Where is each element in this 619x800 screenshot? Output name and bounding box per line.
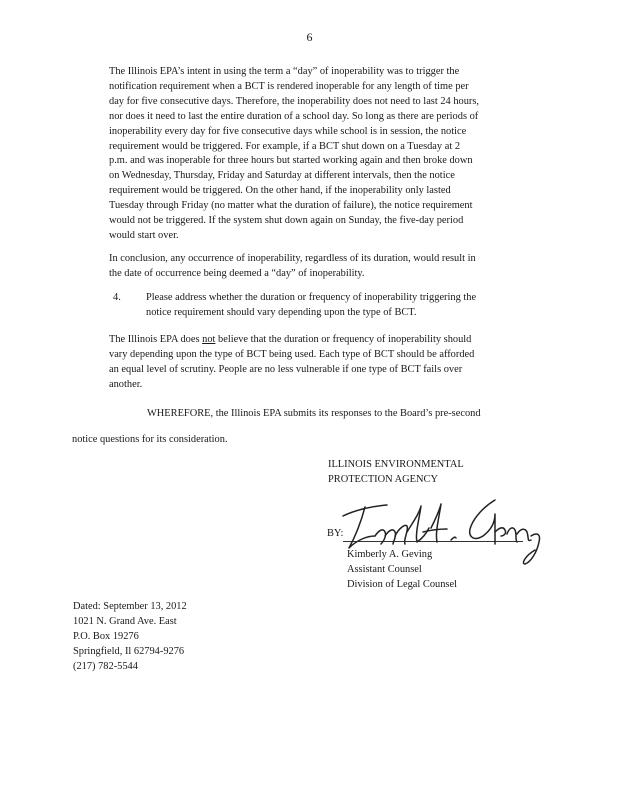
text-line: notice requirement should vary depending upon the type of BCT. bbox=[146, 306, 417, 318]
wherefore-continuation: notice questions for its consideration. bbox=[72, 434, 228, 445]
text-segment: believe that the duration or frequency of inoperability should bbox=[215, 334, 472, 345]
text-line: p.m. and was inoperable for three hours but started working again and then broke down bbox=[109, 155, 473, 167]
wherefore-line: WHEREFORE, the Illinois EPA submits its responses to the Board’s pre-second bbox=[147, 408, 481, 419]
paragraph-day-of-inoperability bbox=[109, 65, 551, 244]
text-line: an equal level of scrutiny. People are no less vulnerable if one type of BCT fails over bbox=[109, 363, 463, 375]
signer-division: Division of Legal Counsel bbox=[347, 578, 457, 590]
text-line: on Wednesday, Thursday, Friday and Saturday at different intervals, then the notice bbox=[109, 170, 455, 182]
text-line: would not be triggered. If the system shut down again on Sunday, the five-day period bbox=[109, 215, 464, 227]
date-address-block bbox=[73, 600, 373, 675]
agency-line: PROTECTION AGENCY bbox=[328, 473, 438, 485]
address-line: P.O. Box 19276 bbox=[73, 630, 139, 642]
text-line: vary depending upon the type of BCT being used. Each type of BCT should be afforded bbox=[109, 348, 475, 360]
text-line: another. bbox=[109, 378, 143, 390]
text-line bbox=[109, 333, 551, 348]
text-line: Tuesday through Friday (no matter what the duration of failure), the notice requirement bbox=[109, 200, 473, 212]
city-line: Springfield, Il 62794-9276 bbox=[73, 645, 185, 657]
text-line: notification requirement when a BCT is rendered inoperable for any length of time per bbox=[109, 80, 469, 92]
underlined-word: not bbox=[202, 334, 216, 345]
text-line: requirement would be triggered. On the other hand, if the inoperability only lasted bbox=[109, 185, 451, 197]
date-line: Dated: September 13, 2012 bbox=[73, 601, 187, 612]
text-line: In conclusion, any occurrence of inoperability, regardless of its duration, would result in bbox=[109, 253, 476, 264]
text-line: would start over. bbox=[109, 229, 179, 241]
text-line: nor does it need to last the entire duration of a school day. So long as there are periods of bbox=[109, 110, 479, 122]
text-line: Please address whether the duration or frequency of inoperability triggering the bbox=[146, 292, 477, 303]
signer-name: Kimberly A. Geving bbox=[347, 549, 433, 560]
paragraph-conclusion bbox=[109, 252, 551, 282]
text-line: The Illinois EPA’s intent in using the term a “day” of inoperability was to trigger the bbox=[109, 66, 460, 77]
signer-title: Assistant Counsel bbox=[347, 563, 422, 575]
text-line: the date of occurrence being deemed a “day” of inoperability. bbox=[109, 267, 365, 279]
text-line: inoperability every day for five consecutive days while school is in session, the notice bbox=[109, 125, 467, 137]
phone-line: (217) 782-5544 bbox=[73, 660, 138, 672]
agency-name bbox=[328, 458, 568, 488]
text-segment: The Illinois EPA does bbox=[109, 334, 203, 345]
by-label: BY: bbox=[327, 528, 344, 539]
page-number: 6 bbox=[306, 30, 313, 44]
item-number: 4. bbox=[113, 292, 121, 303]
signer-block bbox=[347, 548, 587, 593]
agency-line: ILLINOIS ENVIRONMENTAL bbox=[328, 459, 464, 470]
item-text bbox=[146, 291, 546, 321]
address-line: 1021 N. Grand Ave. East bbox=[73, 615, 177, 627]
paragraph-response bbox=[109, 333, 551, 393]
text-line: day for five consecutive days. Therefore, the inoperability does not need to last 24 hours, bbox=[109, 95, 480, 107]
text-line: requirement would be triggered. For example, if a BCT shut down on a Tuesday at 2 bbox=[109, 140, 461, 152]
